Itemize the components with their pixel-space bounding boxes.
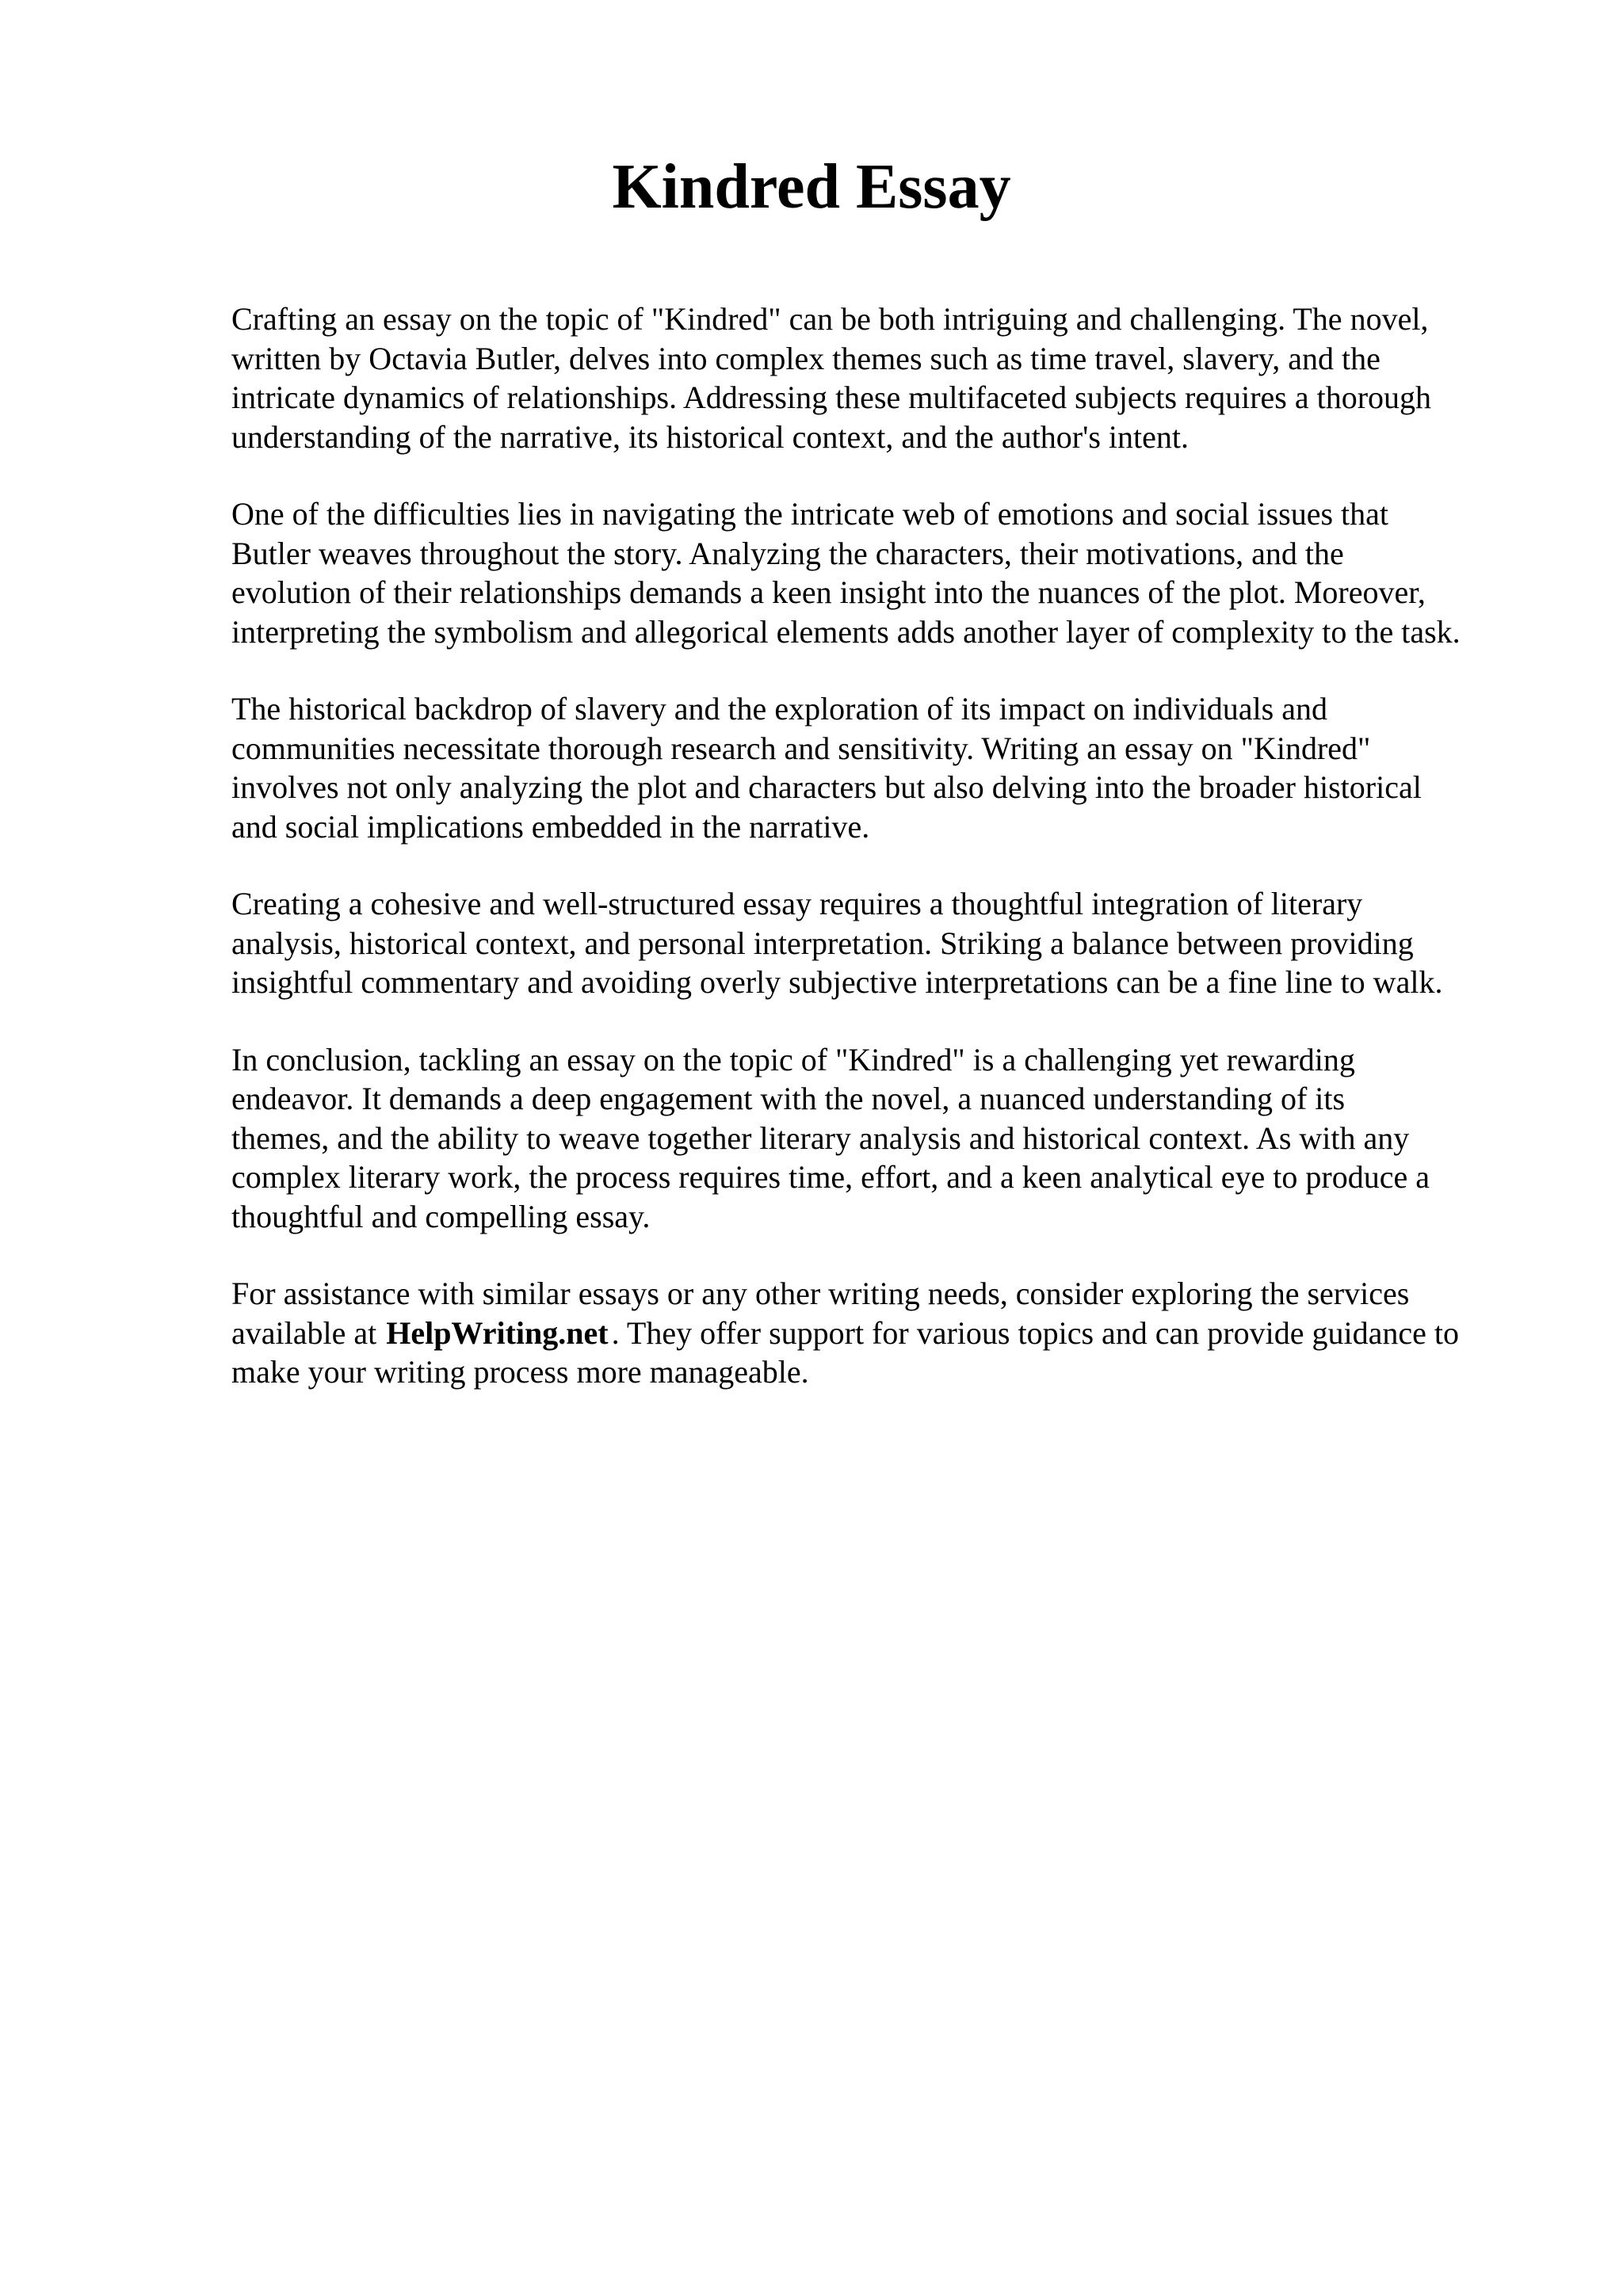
paragraph-line: thoughtful and compelling essay. — [231, 1198, 651, 1234]
paragraph-line: In conclusion, tackling an essay on the topic of "Kindred" is a challenging yet rewarding — [231, 1041, 1355, 1077]
paragraph-line: Crafting an essay on the topic of "Kindred" can be both intriguing and challenging. The novel, — [231, 301, 1429, 337]
line-prefix: available at — [231, 1314, 377, 1351]
paragraph-line: involves not only analyzing the plot and characters but also delving into the broader historical — [231, 769, 1422, 805]
essay-body — [231, 299, 1531, 1430]
paragraph-line: themes, and the ability to weave together literary analysis and historical context. As with any — [231, 1119, 1410, 1156]
paragraph-line: evolution of their relationships demands a keen insight into the nuances of the plot. Moreover, — [231, 574, 1426, 610]
paragraph-1 — [231, 299, 1531, 456]
line-suffix: . They offer support for various topics and can provide guidance to — [611, 1314, 1459, 1351]
paragraph-line-with-link — [231, 1314, 1531, 1353]
paragraph-line: and social implications embedded in the narrative. — [231, 808, 870, 845]
paragraph-line: For assistance with similar essays or any other writing needs, consider exploring the services — [231, 1276, 1410, 1311]
paragraph-line: endeavor. It demands a deep engagement with the novel, a nuanced understanding of its — [231, 1081, 1346, 1116]
paragraph-line: interpreting the symbolism and allegorical elements adds another layer of complexity to the task. — [231, 613, 1461, 650]
paragraph-line: analysis, historical context, and personal interpretation. Striking a balance between providing — [231, 925, 1414, 961]
document-title: Kindred Essay — [612, 152, 1011, 222]
paragraph-line: intricate dynamics of relationships. Addressing these multifaceted subjects requires a thorough — [231, 379, 1432, 415]
paragraph-line: insightful commentary and avoiding overly subjective interpretations can be a fine line to walk. — [231, 964, 1443, 1000]
helpwriting-link[interactable]: HelpWriting.net — [386, 1314, 609, 1351]
paragraph-2 — [231, 494, 1531, 651]
paragraph-line: communities necessitate thorough research and sensitivity. Writing an essay on "Kindred" — [231, 730, 1371, 766]
paragraph-6 — [231, 1274, 1531, 1392]
paragraph-3 — [231, 689, 1531, 846]
paragraph-line: The historical backdrop of slavery and the exploration of its impact on individuals and — [231, 691, 1327, 727]
paragraph-line: Butler weaves throughout the story. Analyzing the characters, their motivations, and the — [231, 535, 1344, 571]
paragraph-line: complex literary work, the process requires time, effort, and a keen analytical eye to produce a — [231, 1159, 1430, 1195]
paragraph-line: One of the difficulties lies in navigating the intricate web of emotions and social issues that — [231, 496, 1389, 532]
paragraph-line: written by Octavia Butler, delves into complex themes such as time travel, slavery, and the — [231, 340, 1381, 376]
paragraph-line: make your writing process more manageable. — [231, 1354, 809, 1390]
paragraph-5 — [231, 1040, 1531, 1237]
paragraph-line: understanding of the narrative, its historical context, and the author's intent. — [231, 418, 1189, 455]
paragraph-4 — [231, 884, 1531, 1002]
paragraph-line: Creating a cohesive and well-structured essay requires a thoughtful integration of literary — [231, 886, 1363, 921]
